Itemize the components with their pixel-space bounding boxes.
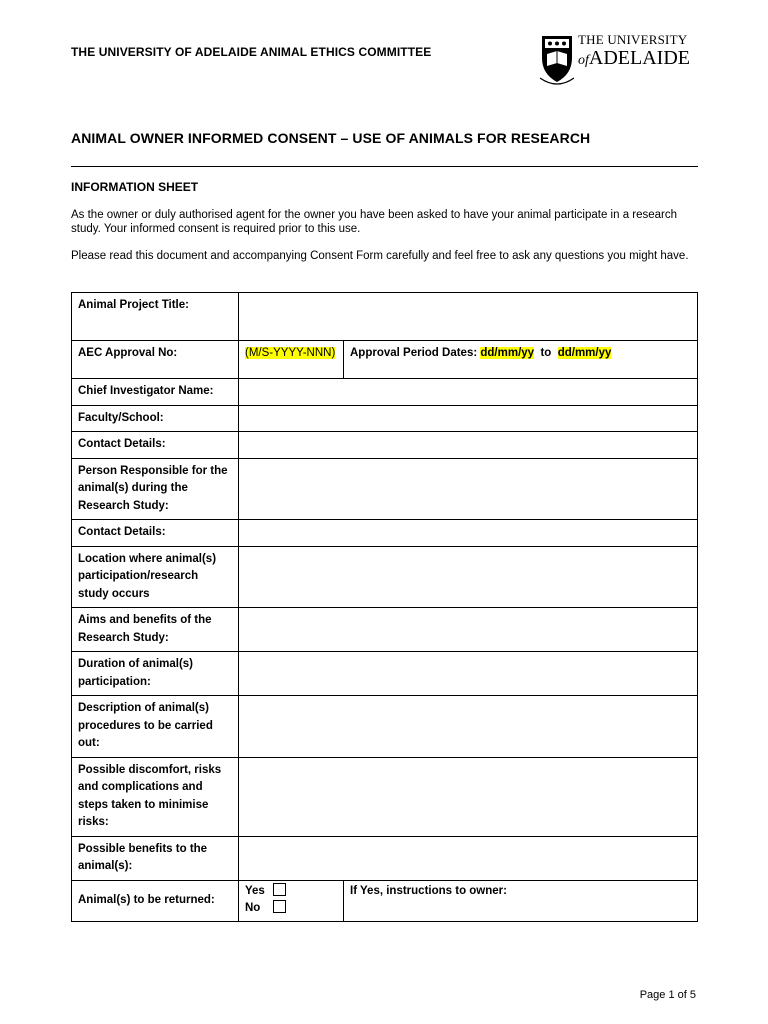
crest-icon bbox=[540, 34, 574, 86]
chief-investigator-label: Chief Investigator Name: bbox=[72, 379, 239, 406]
person-contact-details-label: Contact Details: bbox=[72, 520, 239, 547]
contact-details-field[interactable] bbox=[239, 432, 698, 459]
no-label: No bbox=[245, 901, 261, 914]
approval-dates-cell[interactable] bbox=[344, 341, 698, 379]
instructions-paragraph: Please read this document and accompanying Consent Form carefully and feel free to ask any questions you might have. bbox=[71, 250, 689, 262]
risks-field[interactable] bbox=[239, 757, 698, 836]
document-title: ANIMAL OWNER INFORMED CONSENT – USE OF ANIMALS FOR RESEARCH bbox=[71, 130, 591, 146]
section-heading: INFORMATION SHEET bbox=[71, 180, 199, 194]
logo-text-line2: ADELAIDE bbox=[588, 47, 690, 69]
procedures-description-field[interactable] bbox=[239, 696, 698, 758]
date-to-placeholder: dd/mm/yy bbox=[557, 347, 612, 359]
page-number: Page 1 of 5 bbox=[639, 989, 696, 1001]
aec-approval-field[interactable] bbox=[239, 341, 344, 379]
animals-returned-label: Animal(s) to be returned: bbox=[72, 880, 239, 921]
faculty-school-label: Faculty/School: bbox=[72, 405, 239, 432]
returned-choice-cell bbox=[239, 880, 344, 921]
person-contact-details-field[interactable] bbox=[239, 520, 698, 547]
org-name: THE UNIVERSITY OF ADELAIDE ANIMAL ETHICS COMMITTEE bbox=[71, 45, 432, 59]
intro-paragraph: As the owner or duly authorised agent for the owner you have been asked to have your animal participate in a research study. Your informed consent is required prior to this use. bbox=[71, 209, 678, 235]
duration-label: Duration of animal(s) participation: bbox=[72, 652, 239, 696]
owner-instructions-label: If Yes, instructions to owner: bbox=[350, 884, 507, 897]
information-form-table bbox=[71, 292, 698, 922]
possible-benefits-label: Possible benefits to the animal(s): bbox=[72, 836, 239, 880]
logo-text-line1: THE UNIVERSITY bbox=[578, 32, 688, 47]
duration-field[interactable] bbox=[239, 652, 698, 696]
no-checkbox[interactable] bbox=[273, 900, 286, 913]
faculty-school-field[interactable] bbox=[239, 405, 698, 432]
title-divider bbox=[71, 166, 698, 167]
approval-dates-label: Approval Period Dates: bbox=[350, 347, 478, 359]
aims-benefits-label: Aims and benefits of the Research Study: bbox=[72, 608, 239, 652]
possible-benefits-field[interactable] bbox=[239, 836, 698, 880]
date-from-placeholder: dd/mm/yy bbox=[480, 347, 535, 359]
aec-approval-placeholder: (M/S-YYYY-NNN) bbox=[245, 347, 336, 359]
person-responsible-label: Person Responsible for the animal(s) during the Research Study: bbox=[72, 458, 239, 520]
owner-instructions-field[interactable] bbox=[344, 880, 698, 921]
date-to-word: to bbox=[540, 347, 552, 359]
risks-label: Possible discomfort, risks and complications and steps taken to minimise risks: bbox=[72, 757, 239, 836]
location-label: Location where animal(s) participation/research study occurs bbox=[72, 546, 239, 608]
project-title-field[interactable] bbox=[239, 293, 698, 341]
university-logo bbox=[540, 30, 690, 92]
yes-label: Yes bbox=[245, 884, 265, 897]
logo-text-of: of bbox=[578, 53, 589, 68]
person-responsible-field[interactable] bbox=[239, 458, 698, 520]
aec-approval-label: AEC Approval No: bbox=[72, 341, 239, 379]
project-title-label: Animal Project Title: bbox=[72, 293, 239, 341]
contact-details-label: Contact Details: bbox=[72, 432, 239, 459]
procedures-description-label: Description of animal(s) procedures to be carried out: bbox=[72, 696, 239, 758]
aims-benefits-field[interactable] bbox=[239, 608, 698, 652]
location-field[interactable] bbox=[239, 546, 698, 608]
chief-investigator-field[interactable] bbox=[239, 379, 698, 406]
yes-checkbox[interactable] bbox=[273, 883, 286, 896]
